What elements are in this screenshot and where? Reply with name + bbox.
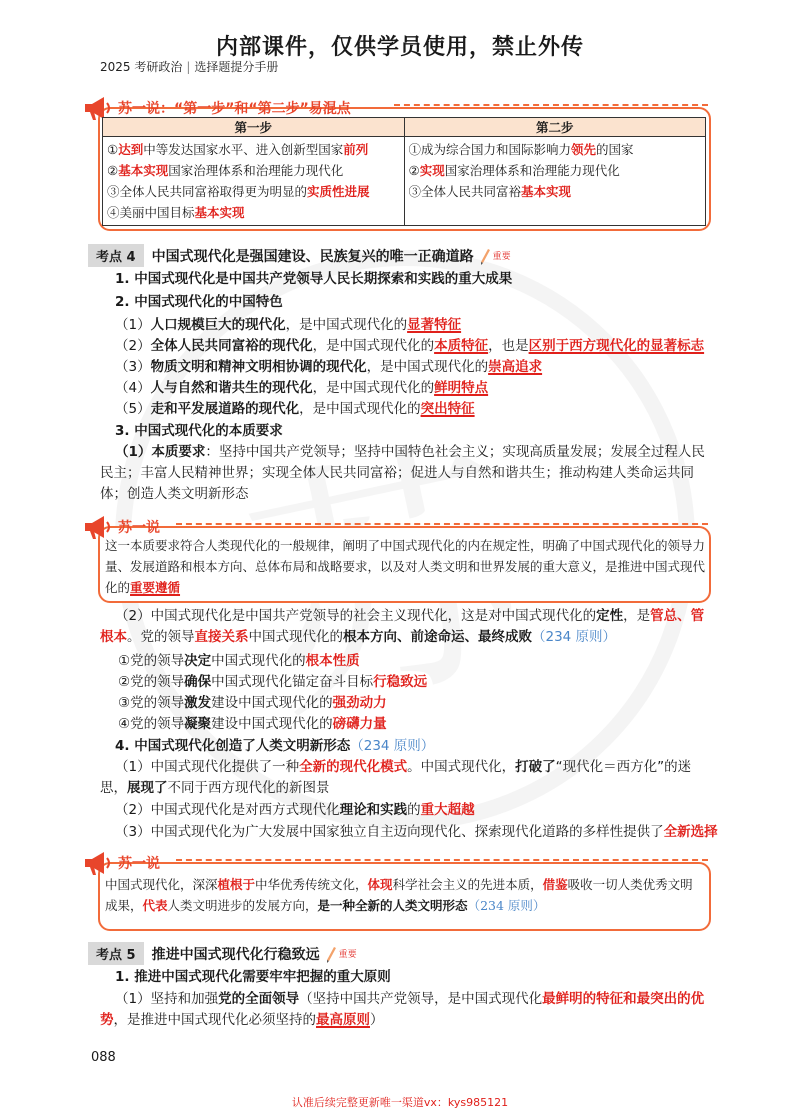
footer-notice: 认准后续完整更新唯一渠道vx：kys985121 (291, 1096, 509, 1109)
callout-title: 苏一说 (118, 520, 160, 536)
important-badge: 重要 (478, 247, 511, 265)
book-subtitle: 选择题提分手册 (194, 60, 279, 74)
section-title: 推进中国式现代化行稳致远 (151, 946, 320, 963)
point-heading-1: 1. 中国式现代化是中国共产党领导人民长期探索和实践的重大成果 (115, 271, 513, 287)
leadership-paragraph: （2）中国式现代化是中国共产党领导的社会主义现代化，这是对中国式现代化的定性，是管总、管根本。党的领导直接关系中国式现代化的根本方向、前途命运、最终成败（234 原则） (100, 608, 705, 645)
section-title: 中国式现代化是强国建设、民族复兴的唯一正确道路 (151, 248, 474, 265)
principle-paragraph: （1）坚持和加强党的全面领导（坚持中国共产党领导，是中国式现代化最鲜明的特征和最突出的优势，是推进中国式现代化必须坚持的最高原则） (100, 991, 705, 1028)
callout-dash-line (176, 523, 708, 525)
leadership-item-2: ②党的领导确保中国式现代化锚定奋斗目标行稳致远 (118, 674, 428, 690)
section-heading-kp4 (88, 244, 511, 267)
callout-heading-3 (82, 850, 160, 876)
table-header-step2: 第二步 (404, 118, 706, 137)
list-item: ①成为综合国力和国际影响力领先的国家 (408, 142, 634, 157)
civilization-item-2: （2）中国式现代化是对西方式现代化理论和实践的重大超越 (115, 802, 475, 818)
feature-item-3: （3）物质文明和精神文明相协调的现代化，是中国式现代化的崇高追求 (115, 359, 543, 375)
important-badge: 重要 (324, 945, 357, 963)
feature-item-4: （4）人与自然和谐共生的现代化，是中国式现代化的鲜明特点 (115, 380, 489, 396)
callout-title: 苏一说 (118, 856, 160, 872)
leadership-item-3: ③党的领导激发建设中国式现代化的强劲动力 (118, 695, 387, 711)
pencil-icon (324, 945, 338, 963)
civilization-item-1: （1）中国式现代化提供了一种全新的现代化模式。中国式现代化，打破了“现代化＝西方化”的迷思，展现了不同于西方现代化的新图景 (100, 759, 692, 796)
point-heading-2: 2. 中国式现代化的中国特色 (115, 294, 283, 310)
point-heading-kp5-1: 1. 推进中国式现代化需要牢牢把握的重大原则 (115, 969, 391, 985)
section-tag: 考点 4 (88, 244, 144, 267)
section-tag: 考点 5 (88, 942, 144, 965)
point-heading-4: 4. 中国式现代化创造了人类文明新形态（234 原则） (115, 738, 435, 754)
running-header (100, 58, 278, 75)
civilization-item-3: （3）中国式现代化为广大发展中国家独立自主迈向现代化、探索现代化道路的多样性提供了全新选择 (115, 824, 718, 840)
callout-title: 苏一说：“第一步”和“第二步”易混点 (118, 101, 351, 117)
list-item: ④美丽中国目标基本实现 (107, 205, 245, 220)
step2-cell (404, 137, 706, 226)
list-item: ②基本实现国家治理体系和治理能力现代化 (107, 163, 344, 178)
book-title: 2025 考研政治 (100, 60, 183, 74)
list-item: ①达到中等发达国家水平、进入创新型国家前列 (107, 142, 369, 157)
table-header-step1: 第一步 (103, 118, 405, 137)
list-item: ②实现国家治理体系和治理能力现代化 (408, 163, 620, 178)
pencil-icon (478, 247, 492, 265)
section-heading-kp5 (88, 942, 357, 965)
feature-item-2: （2）全体人民共同富裕的现代化，是中国式现代化的本质特征，也是区别于西方现代化的显著标志 (115, 338, 705, 354)
confidential-notice: 内部课件，仅供学员使用，禁止外传 (215, 35, 584, 60)
leadership-item-1: ①党的领导决定中国式现代化的根本性质 (118, 653, 360, 669)
list-item: ③全体人民共同富裕取得更为明显的实质性进展 (107, 184, 370, 199)
callout-body-2: 这一本质要求符合人类现代化的一般规律，阐明了中国式现代化的内在规定性，明确了中国式现代化的领导力量、发展道路和根本方向、总体布局和战略要求，以及对人类文明和世界发展的重大意义，是推进中国式现代化的重要遵循 (105, 538, 706, 595)
page-number: 088 (91, 1050, 116, 1065)
table-row (103, 137, 706, 226)
leadership-item-4: ④党的领导凝聚建设中国式现代化的磅礴力量 (118, 716, 387, 732)
header-separator: | (186, 60, 191, 74)
callout-dash-line (176, 859, 708, 861)
point-heading-3: 3. 中国式现代化的本质要求 (115, 423, 283, 439)
comparison-table (102, 117, 706, 226)
table-header-row (103, 118, 706, 137)
essential-requirements-paragraph: （1）本质要求：坚持中国共产党领导；坚持中国特色社会主义；实现高质量发展；发展全过程人民民主；丰富人民精神世界；实现全体人民共同富裕；促进人与自然和谐共生；推动构建人类命运共同体；创造人类文明新形态 (100, 444, 705, 502)
feature-item-5: （5）走和平发展道路的现代化，是中国式现代化的突出特征 (115, 401, 475, 417)
callout-dash-line (394, 104, 708, 106)
callout-body-3: 中国式现代化，深深植根于中华优秀传统文化，体现科学社会主义的先进本质，借鉴吸收一切人类优秀文明成果，代表人类文明进步的发展方向，是一种全新的人类文明形态（234 原则） (105, 877, 693, 913)
list-item: ③全体人民共同富裕基本实现 (408, 184, 572, 199)
step1-cell (103, 137, 405, 226)
feature-item-1: （1）人口规模巨大的现代化，是中国式现代化的显著特征 (115, 317, 462, 333)
megaphone-icon (82, 850, 114, 876)
